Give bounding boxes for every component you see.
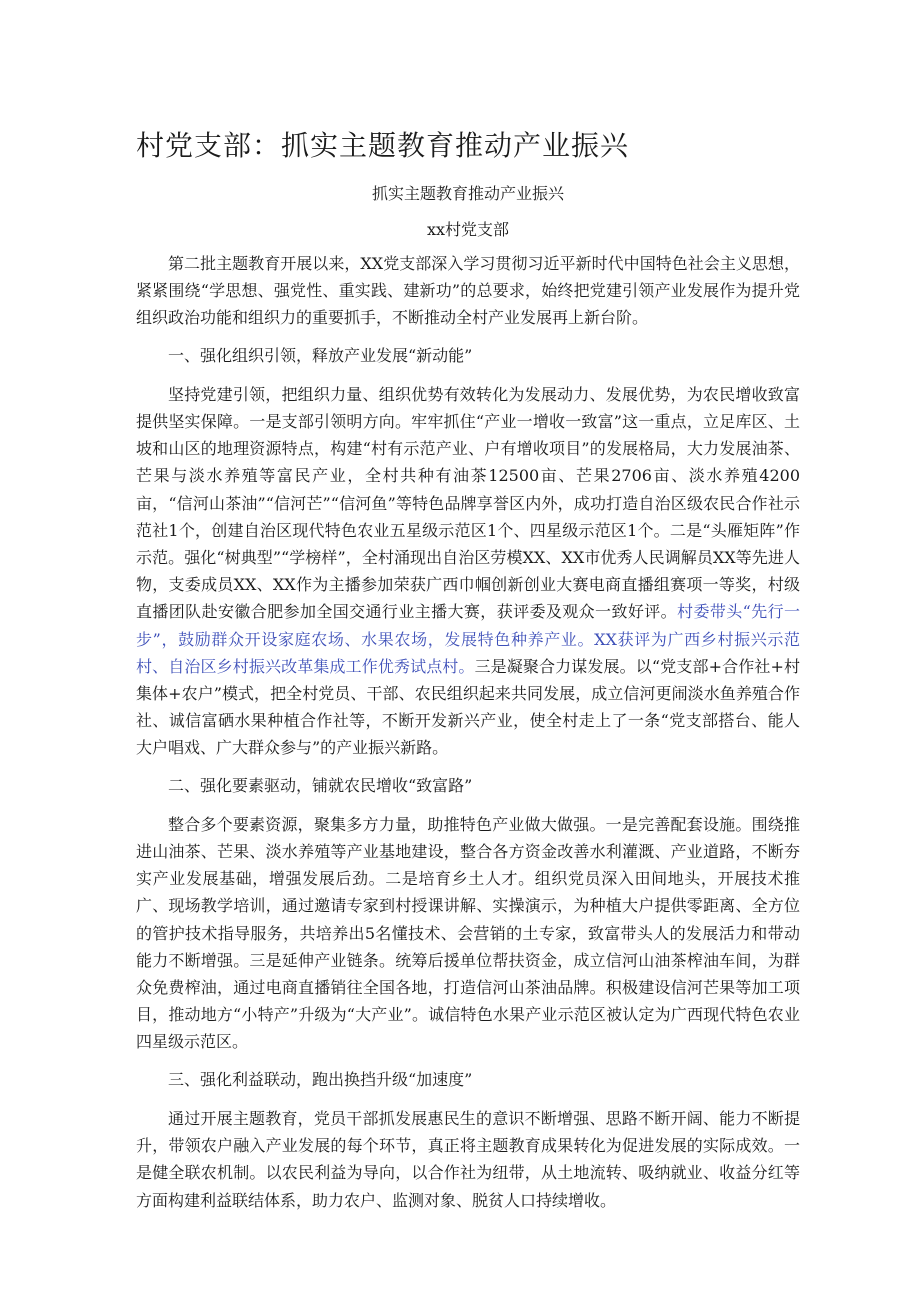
- section-2-body: 整合多个要素资源，聚集多方力量，助推特色产业做大做强。一是完善配套设施。围绕推进山油茶、芒果、淡水养殖等产业基地建设，整合各方资金改善水利灌溉、产业道路，不断夯实产业发展基础，增强发展后劲。二是培育乡土人才。组织党员深入田间地头，开展技术推广、现场教学培训，通过邀请专家到村授课讲解、实操演示，为种植大户提供零距离、全方位的管护技术指导服务，共培养出5名懂技术、会营销的土专家，致富带头人的发展活力和带动能力不断增强。三是延伸产业链条。统筹后援单位帮扶资金，成立信河山油茶榨油车间，为群众免费榨油，通过电商直播销往全国各地，打造信河山茶油品牌。积极建设信河芒果等加工项目，推动地方“小特产”升级为“大产业”。诚信特色水果产业示范区被认定为广西现代特色农业四星级示范区。: [136, 814, 800, 1052]
- document-subtitle: 抓实主题教育推动产业振兴: [371, 184, 564, 203]
- section-3-body: 通过开展主题教育，党员干部抓发展惠民生的意识不断增强、思路不断开阔、能力不断提升，带领农户融入产业发展的每个环节，真正将主题教育成果转化为促进发展的实际成效。一是健全联农机制。以农民利益为导向，以合作社为纽带，从土地流转、吸纳就业、收益分红等方面构建利益联结体系，助力农户、监测对象、脱贫人口持续增收。: [136, 1108, 800, 1210]
- section-1-heading: 一、强化组织引领，释放产业发展“新动能”: [168, 345, 473, 365]
- document-title: 村党支部：抓实主题教育推动产业振兴: [136, 129, 630, 162]
- section-1-text-part2: 三是凝聚合力谋发展。以“党支部+合作社+村集体+农户”模式，把全村党员、干部、农民组织起来共同发展，成立信河更闹淡水鱼养殖合作社、诚信富硒水果种植合作社等，不断开发新兴产业，使全村走上了一条“党支部搭台、能人大户唱戏、广大群众参与”的产业振兴新路。: [136, 656, 800, 758]
- intro-paragraph: 第二批主题教育开展以来，XX党支部深入学习贯彻习近平新时代中国特色社会主义思想，紧紧围绕“学思想、强党性、重实践、建新功”的总要求，始终把党建引领产业发展作为提升党组织政治功能和组织力的重要抓手，不断推动全村产业发展再上新台阶。: [136, 254, 800, 328]
- section-1-highlight-text: 村委带头“先行一步”，鼓励群众开设家庭农场、水果农场，发展特色种养产业。XX获评为广西乡村振兴示范村、自治区乡村振兴改革集成工作优秀试点村。: [136, 602, 800, 676]
- document-page: [136, 126, 800, 1224]
- section-3-heading: 三、强化利益联动，跑出换挡升级“加速度”: [168, 1069, 473, 1089]
- section-1-body: [136, 381, 800, 762]
- document-author: xx村党支部: [426, 220, 510, 239]
- section-1-text-part1: 坚持党建引领，把组织力量、组织优势有效转化为发展动力、发展优势，为农民增收致富提供坚实保障。一是支部引领明方向。牢牢抓住“产业一增收一致富”这一重点，立足库区、土坡和山区的地理资源特点，构建“村有示范产业、户有增收项目”的发展格局，大力发展油茶、芒果与淡水养殖等富民产业，全村共种有油茶12500亩、芒果2706亩、淡水养殖4200亩，“信河山茶油”“信河芒”“信河鱼”等特色品牌享誉区内外，成功打造自治区级农民合作社示范社1个，创建自治区现代特色农业五星级示范区1个、四星级示范区1个。二是“头雁矩阵”作示范。强化“树典型”“学榜样”，全村涌现出自治区劳模XX、XX市优秀人民调解员XX等先进人物，支委成员XX、XX作为主播参加荣获广西巾帼创新创业大赛电商直播组赛项一等奖，村级直播团队赴安徽合肥参加全国交通行业主播大赛，获评委及观众一致好评。: [136, 384, 800, 622]
- section-2-heading: 二、强化要素驱动，铺就农民增收“致富路”: [168, 775, 473, 795]
